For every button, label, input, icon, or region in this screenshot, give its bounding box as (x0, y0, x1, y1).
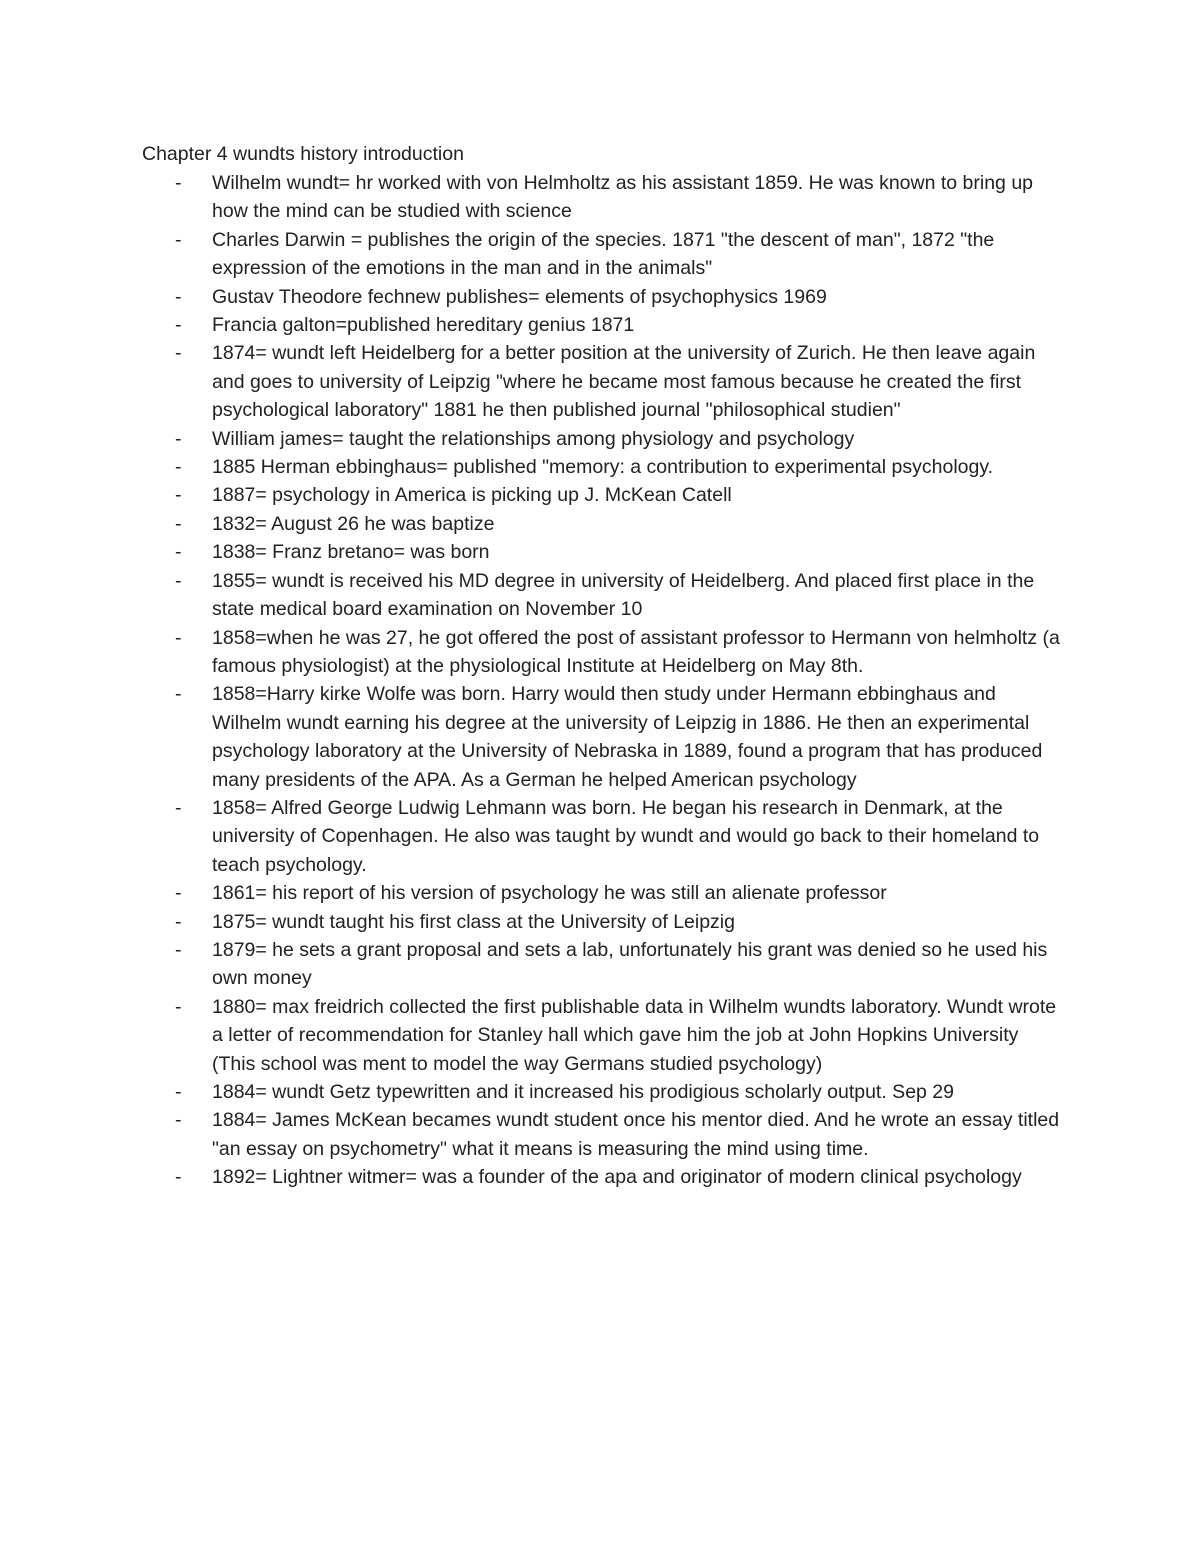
dash-bullet-icon: - (175, 1109, 182, 1132)
dash-bullet-icon: - (175, 1166, 182, 1189)
notes-list (142, 169, 1062, 1192)
list-item-text: 1884= wundt Getz typewritten and it increased his prodigious scholarly output. Sep 29 (212, 1081, 954, 1103)
dash-bullet-icon: - (175, 342, 182, 365)
list-item (142, 567, 1062, 624)
list-item-text: 1874= wundt left Heidelberg for a better position at the university of Zurich. He then leave again and goes to university of Leipzig "where he became most famous because he created the first psychological laboratory" 1881 he then published journal "philosophical studien" (212, 342, 1036, 422)
list-item-text: 1875= wundt taught his first class at the University of Leipzig (212, 910, 735, 933)
list-item-text: 1838= Franz bretano= was born (212, 541, 490, 564)
list-item (142, 425, 1062, 453)
list-item-text: 1892= Lightner witmer= was a founder of the apa and originator of modern clinical psychology (212, 1166, 1022, 1189)
list-item-text: Gustav Theodore fechnew publishes= elements of psychophysics 1969 (212, 285, 827, 308)
list-item (142, 339, 1062, 424)
list-item-text: William james= taught the relationships among physiology and psychology (212, 427, 855, 450)
dash-bullet-icon: - (175, 683, 182, 706)
dash-bullet-icon: - (175, 484, 182, 507)
dash-bullet-icon: - (175, 314, 182, 337)
list-item (142, 226, 1062, 283)
list-item (142, 510, 1062, 538)
dash-bullet-icon: - (175, 995, 182, 1018)
dash-bullet-icon: - (175, 626, 182, 649)
dash-bullet-icon: - (175, 796, 182, 819)
list-item (142, 1078, 1062, 1106)
list-item (142, 879, 1062, 907)
list-item-text: 1885 Herman ebbinghaus= published "memory: a contribution to experimental psychology. (212, 456, 994, 479)
list-item-text: 1879= he sets a grant proposal and sets a lab, unfortunately his grant was denied so he used his own money (212, 938, 1048, 990)
dash-bullet-icon: - (175, 882, 182, 905)
list-item-text: 1858=when he was 27, he got offered the post of assistant professor to Hermann von helmholtz (a famous physiologist) at the physiological Institute at Heidelberg on May 8th. (212, 626, 1060, 677)
list-item (142, 169, 1062, 226)
dash-bullet-icon: - (175, 541, 182, 564)
list-item (142, 481, 1062, 509)
list-item-text: 1887= psychology in America is picking up J. McKean Catell (212, 484, 732, 507)
list-item (142, 794, 1062, 879)
list-item-text: 1858= Alfred George Ludwig Lehmann was born. He began his research in Denmark, at the university of Copenhagen. He also was taught by wundt and would go back to their homeland to teach psychology. (212, 796, 1040, 876)
list-item (142, 908, 1062, 936)
list-item (142, 624, 1062, 681)
list-item-text: 1855= wundt is received his MD degree in university of Heidelberg. And placed first place in the state medical board examination on November 10 (212, 569, 1035, 621)
list-item (142, 311, 1062, 339)
dash-bullet-icon: - (175, 1081, 182, 1103)
dash-bullet-icon: - (175, 456, 182, 479)
list-item (142, 936, 1062, 993)
list-item-text: Charles Darwin = publishes the origin of the species. 1871 "the descent of man", 1872 "the expression of the emotions in the man and in the animals" (212, 228, 995, 280)
dash-bullet-icon: - (175, 569, 182, 592)
dash-bullet-icon: - (175, 172, 182, 194)
document-title: Chapter 4 wundts history introduction (142, 143, 464, 165)
dash-bullet-icon: - (175, 938, 182, 961)
list-item (142, 993, 1062, 1078)
list-item-text: Francia galton=published hereditary genius 1871 (212, 314, 635, 337)
list-item (142, 453, 1062, 481)
list-item (142, 1106, 1062, 1163)
dash-bullet-icon: - (175, 427, 182, 450)
list-item (142, 680, 1062, 794)
list-item-text: 1858=Harry kirke Wolfe was born. Harry would then study under Hermann ebbinghaus and Wilhelm wundt earning his degree at the university of Leipzig in 1886. He then an experimental psychology laboratory at the University of Nebraska in 1889, found a program that has produced many presidents of the APA. As a German he helped American psychology (212, 683, 1043, 791)
dash-bullet-icon: - (175, 910, 182, 933)
list-item-text: 1880= max freidrich collected the first publishable data in Wilhelm wundts laboratory. Wundt wrote a letter of recommendation for Stanley hall which gave him the job at John Hopkins University (This school was ment to model the way Germans studied psychology) (212, 995, 1057, 1075)
dash-bullet-icon: - (175, 285, 182, 308)
list-item-text: 1832= August 26 he was baptize (212, 512, 495, 535)
dash-bullet-icon: - (175, 228, 182, 251)
list-item (142, 283, 1062, 311)
dash-bullet-icon: - (175, 512, 182, 535)
list-item-text: Wilhelm wundt= hr worked with von Helmholtz as his assistant 1859. He was known to bring up how the mind can be studied with science (212, 172, 1034, 223)
list-item-text: 1861= his report of his version of psychology he was still an alienate professor (212, 882, 887, 905)
list-item (142, 1163, 1062, 1191)
list-item-text: 1884= James McKean becames wundt student once his mentor died. And he wrote an essay titled "an essay on psychometry" what it means is measuring the mind using time. (212, 1109, 1060, 1160)
list-item (142, 538, 1062, 566)
